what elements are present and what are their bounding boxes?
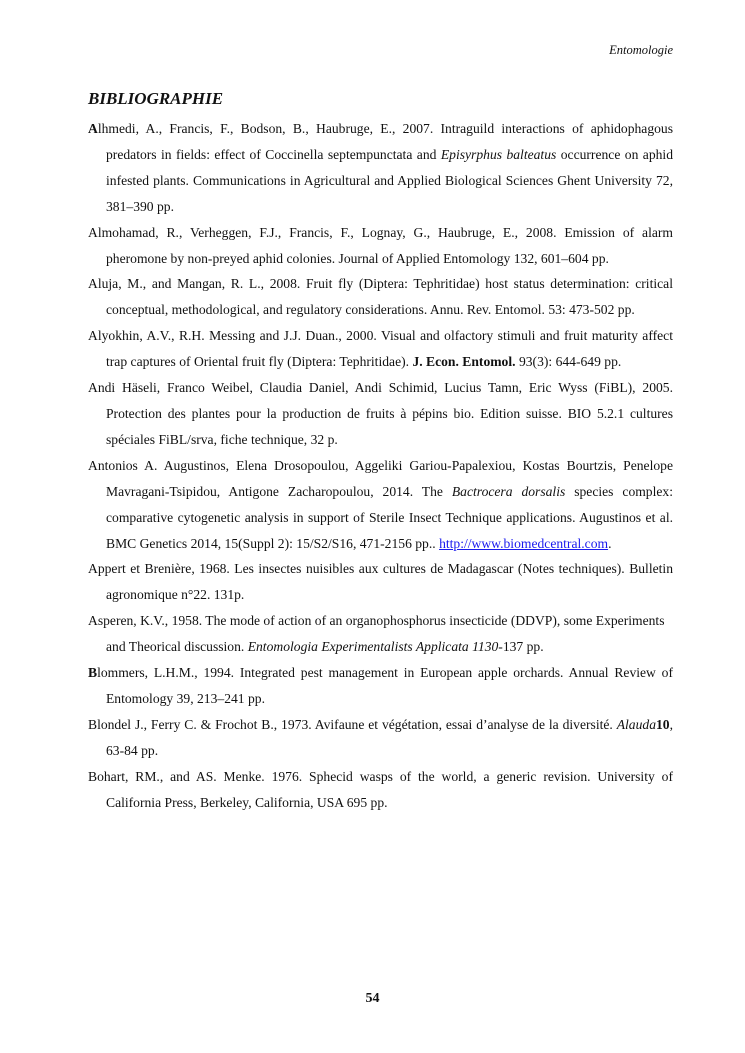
- bibliography-list: [88, 116, 673, 815]
- section-title: BIBLIOGRAPHIE: [88, 89, 224, 108]
- reference-asperen-1958: Asperen, K.V., 1958. The mode of action of an organophosphorus insecticide (DDVP), some Experiments and Theorical discussion. Entomologia Experimentalists Applicata 1130-137 pp.: [88, 613, 665, 655]
- biomedcentral-link[interactable]: http://www.biomedcentral.com: [439, 535, 609, 551]
- reference-augustinos-2014: Antonios A. Augustinos, Elena Drosopoulou, Aggeliki Gariou-Papalexiou, Kostas Bourtzis, Penelope Mavragani-Tsipidou, Antigone Zacharopoulou, 2014. The Bactrocera dorsalis species complex: comparative cytogenetic analysis in support of Sterile Insect Technique applications. Augustinos et al. BMC Genetics 2014, 15(Suppl 2): 15/S2/S16, 471-2156 pp.. http://www.biomedcentral.com.: [88, 457, 673, 551]
- reference-haseli-2005: Andi Häseli, Franco Weibel, Claudia Daniel, Andi Schimid, Lucius Tamn, Eric Wyss (FiBL), 2005. Protection des plantes pour la production de fruits à pépins bio. Edition suisse. BIO 5.2.1 cultures spéciales FiBL/srva, fiche technique, 32 p.: [88, 380, 673, 447]
- reference-alhmedi-2007: Alhmedi, A., Francis, F., Bodson, B., Haubruge, E., 2007. Intraguild interactions of aphidophagous predators in fields: effect of Coccinella septempunctata and Episyrphus balteatus occurrence on aphid infested plants. Communications in Agricultural and Applied Biological Sciences Ghent University 72, 381–390 pp.: [88, 121, 673, 214]
- reference-blommers-1994: Blommers, L.H.M., 1994. Integrated pest management in European apple orchards. Annual Review of Entomology 39, 213–241 pp.: [88, 665, 673, 706]
- reference-blondel-1973: Blondel J., Ferry C. & Frochot B., 1973. Avifaune et végétation, essai d’analyse de la diversité. Alauda10, 63-84 pp.: [88, 716, 673, 758]
- reference-almohamad-2008: Almohamad, R., Verheggen, F.J., Francis, F., Lognay, G., Haubruge, E., 2008. Emission of alarm pheromone by non-preyed aphid colonies. Journal of Applied Entomology 132, 601–604 pp.: [88, 224, 673, 266]
- reference-aluja-2008: Aluja, M., and Mangan, R. L., 2008. Fruit fly (Diptera: Tephritidae) host status determination: critical conceptual, methodological, and regulatory considerations. Annu. Rev. Entomol. 53: 473-502 pp.: [88, 276, 673, 318]
- reference-appert-1968: Appert et Brenière, 1968. Les insectes nuisibles aux cultures de Madagascar (Notes techniques). Bulletin agronomique n°22. 131p.: [88, 561, 673, 603]
- running-header: Entomologie: [609, 43, 673, 57]
- reference-bohart-1976: Bohart, RM., and AS. Menke. 1976. Sphecid wasps of the world, a generic revision. University of California Press, Berkeley, California, USA 695 pp.: [88, 768, 673, 810]
- reference-alyokhin-2000: Alyokhin, A.V., R.H. Messing and J.J. Duan., 2000. Visual and olfactory stimuli and fruit maturity affect trap captures of Oriental fruit fly (Diptera: Tephritidae). J. Econ. Entomol. 93(3): 644-649 pp.: [88, 328, 673, 370]
- page-number: 54: [365, 991, 380, 1006]
